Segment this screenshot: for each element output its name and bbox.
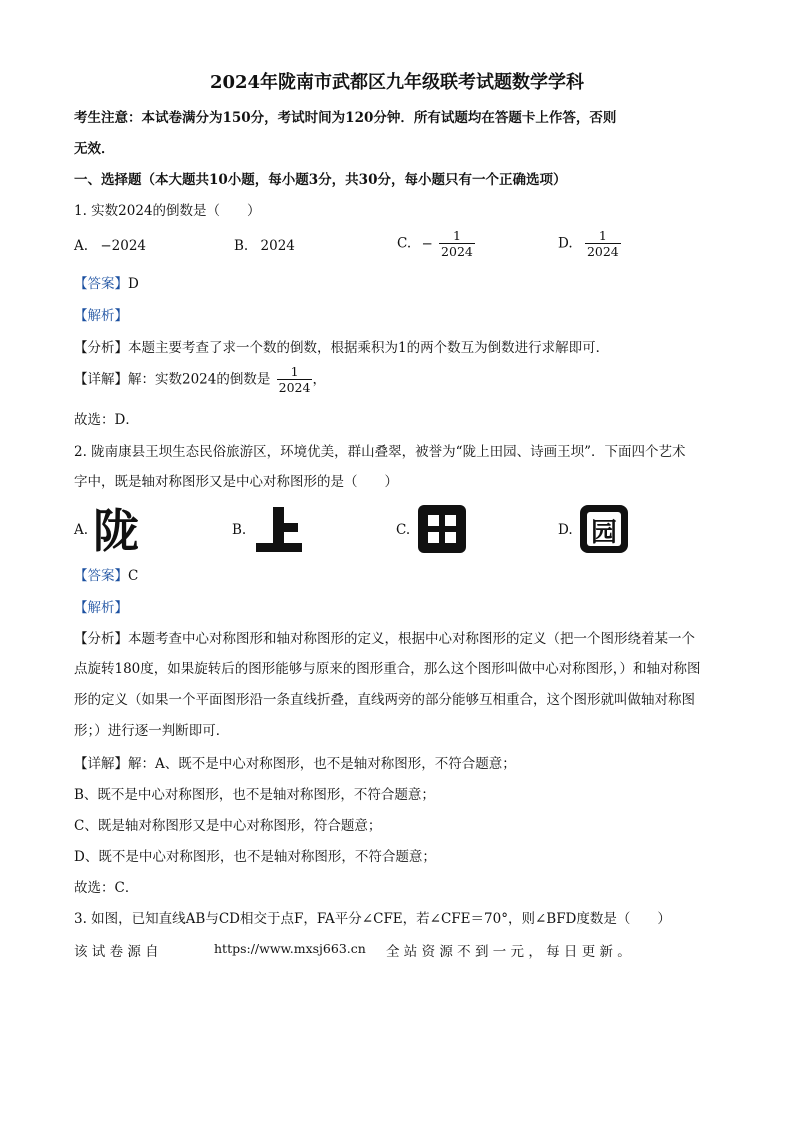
q2-option-c-label: C.: [396, 522, 411, 538]
detail-text: 解：A、既不是中心对称图形，也不是轴对称图形，不符合题意；: [128, 756, 516, 772]
fraction-numerator: 1: [452, 228, 461, 243]
q2-detail-d: D、既不是中心对称图形，也不是轴对称图形，不符合题意；: [74, 849, 436, 865]
fraction-denominator: 2024: [586, 244, 619, 259]
detail-tag: 【详解】: [74, 371, 128, 388]
fraction: [585, 228, 621, 259]
option-text: −2024: [100, 238, 147, 254]
art-char-yuan-text: 园: [590, 518, 618, 548]
option-label: D.: [558, 235, 573, 252]
q2-choose: 故选：C．: [74, 880, 139, 896]
q2-detail-b: B、既不是中心对称图形，也不是轴对称图形，不符合题意；: [74, 787, 435, 803]
q3-stem: 3. 如图，已知直线AB与CD相交于点F，FA平分∠CFE，若∠CFE＝70°，则∠BFD度数是（ ）: [74, 911, 671, 927]
q2-fenxi-line-3: 形的定义（如果一个平面图形沿一条直线折叠，直线两旁的部分能够互相重合，这个图形就叫做轴对称图: [74, 692, 695, 708]
q2-stem-line-2: 字中，既是轴对称图形又是中心对称图形的是（ ）: [74, 474, 398, 490]
detail-text: 解：实数2024的倒数是: [128, 371, 271, 388]
q2-answer: [74, 566, 138, 586]
fraction: [277, 364, 313, 395]
answer-tag: 【答案】: [74, 568, 128, 584]
q1-analysis-tag: 【解析】: [74, 308, 128, 324]
fenxi-tag: 【分析】: [74, 340, 128, 356]
document-title: 2024年陇南市武都区九年级联考试题数学学科: [209, 72, 585, 93]
q2-fenxi-line-4: 形；）进行逐一判断即可．: [74, 723, 230, 739]
option-label: B.: [234, 238, 249, 254]
minus-sign: −: [421, 235, 433, 252]
footer-url[interactable]: https://www.mxsj663.cn: [214, 941, 366, 956]
footer-left: 该 试 卷 源 自: [74, 944, 159, 960]
q1-fenxi: [74, 338, 609, 358]
option-label: C.: [397, 235, 412, 252]
fraction-denominator: 2024: [441, 244, 473, 259]
q2-option-b-label: B.: [232, 522, 247, 538]
q2-stem-line-1: 2. 陇南康县王坝生态民俗旅游区，环境优美，群山叠翠，被誉为“陇上田园、诗画王坝”．下面四个艺术: [74, 444, 686, 460]
q1-option-a: [74, 238, 146, 254]
q2-detail-c: C、既是轴对称图形又是中心对称图形，符合题意；: [74, 818, 382, 834]
art-char-yuan-icon: [580, 505, 628, 553]
answer-tag: 【答案】: [74, 276, 128, 292]
option-text: 2024: [260, 238, 295, 254]
art-char-shang-icon: [255, 505, 303, 553]
q1-detail: [74, 364, 326, 395]
q2-fenxi-line-2: 点旋转180度，如果旋转后的图形能够与原来的图形重合，那么这个图形叫做中心对称图形，）和轴对称图: [74, 661, 701, 677]
fenxi-text: 本题主要考查了求一个数的倒数，根据乘积为1的两个数互为倒数进行求解即可．: [128, 340, 610, 356]
fraction: [439, 228, 475, 259]
notice-line-1: 考生注意：本试卷满分为150分，考试时间为120分钟．所有试题均在答题卡上作答，否则: [74, 110, 617, 126]
q1-option-c: [397, 228, 475, 259]
q1-choose: 故选：D．: [74, 412, 139, 428]
option-label: A.: [74, 238, 89, 254]
q2-option-a-label: A.: [74, 522, 89, 538]
q2-analysis-tag: 【解析】: [74, 600, 128, 616]
q1-stem: 1. 实数2024的倒数是（ ）: [74, 203, 261, 219]
answer-value: C: [128, 568, 139, 584]
q2-option-d-label: D.: [558, 522, 573, 538]
q1-option-d: [558, 228, 621, 259]
notice-line-2: 无效．: [74, 141, 115, 157]
section-heading-choice: 一、选择题（本大题共10小题，每小题3分，共30分，每小题只有一个正确选项）: [74, 172, 567, 188]
q1-answer: [74, 274, 139, 294]
answer-value: D: [128, 276, 139, 292]
q1-option-b: [234, 238, 295, 254]
detail-tag: 【详解】: [74, 756, 128, 772]
q1-options: [74, 228, 724, 272]
fenxi-text: 本题考查中心对称图形和轴对称图形的定义，根据中心对称图形的定义（把一个图形绕着某一个: [128, 631, 695, 647]
q2-fenxi-line-1: [74, 629, 695, 649]
fenxi-tag: 【分析】: [74, 631, 128, 647]
fraction-numerator: 1: [290, 364, 299, 379]
detail-suffix: ，: [312, 371, 326, 388]
fraction-numerator: 1: [598, 228, 607, 243]
art-char-long-text: 陇: [93, 505, 139, 553]
art-char-long-icon: [92, 505, 140, 553]
q2-detail-a: [74, 754, 516, 774]
fraction-denominator: 2024: [278, 380, 311, 395]
art-char-tian-icon: [418, 505, 466, 553]
footer-right: 全 站 资 源 不 到 一 元 ， 每 日 更 新 。: [386, 944, 631, 960]
